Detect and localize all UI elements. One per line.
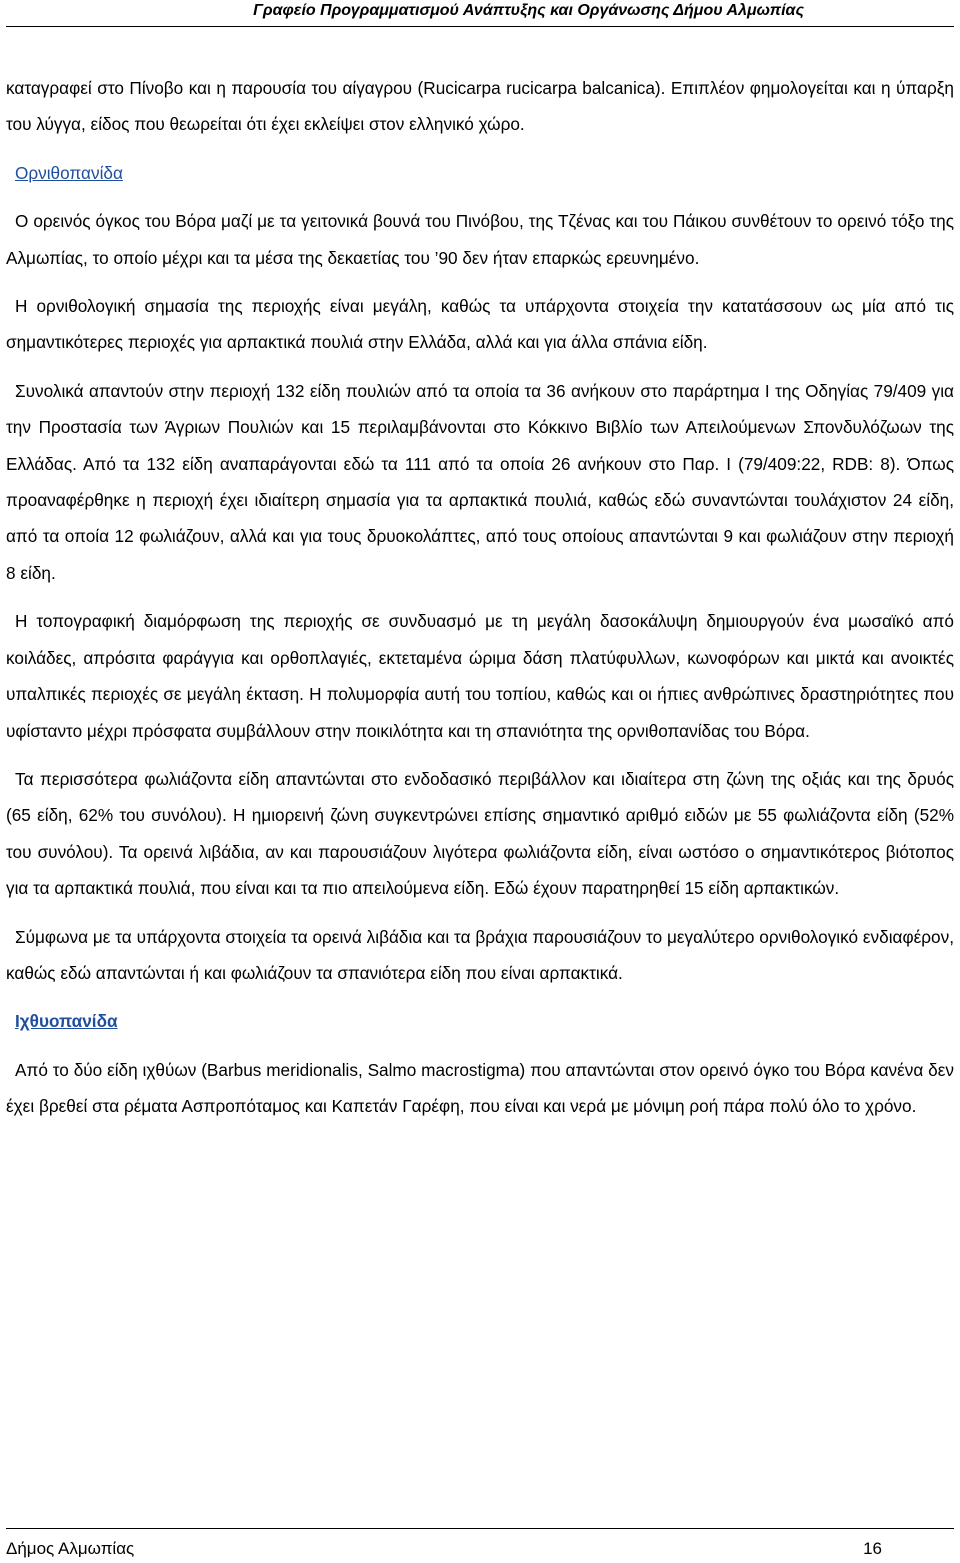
footer-municipality: Δήμος Αλμωπίας (6, 1539, 135, 1558)
document-body (6, 70, 954, 1137)
paragraph: Ο ορεινός όγκος του Βόρα μαζί με τα γειτονικά βουνά του Πινόβου, της Τζένας και του Πάικου συνθέτουν το ορεινό τόξο της Αλμωπίας, το οποίο μέχρι και τα μέσα της δεκαετίας του ’90 δεν ήταν επαρκώς ερευνημένο. (6, 211, 954, 268)
header-title: Γραφείο Προγραμματισμού Ανάπτυξης και Οργάνωσης Δήμου Αλμωπίας (253, 2, 804, 19)
page-footer (6, 1528, 954, 1559)
paragraph: Η τοπογραφική διαμόρφωση της περιοχής σε συνδυασμό με τη μεγάλη δασοκάλυψη δημιουργούν ένα μωσαϊκό από κοιλάδες, απρόσιτα φαράγγια και ορθοπλαγιές, εκτεταμένα ώριμα δάση πλατύφυλλων, κωνοφόρων και μικτά και ανοικτές υπαλπικές περιοχές σε μεγάλη έκταση. Η πολυμορφία αυτή του τοπίου, καθώς και οι ήπιες ανθρώπινες δραστηριότητες που υφίσταντο μέχρι πρόσφατα συμβάλλουν στην ποικιλότητα και τη σπανιότητα της ορνιθοπανίδας του Βόρα. (6, 611, 954, 741)
page-number: 16 (863, 1539, 882, 1558)
paragraph: Από το δύο είδη ιχθύων (Barbus meridionalis, Salmo macrostigma) που απαντώνται στον ορεινό όγκο του Βόρα κανένα δεν έχει βρεθεί στα ρέματα Ασπροπόταμος και Καπετάν Γαρέφη, που είναι και νερά με μόνιμη ροή πάρα πολύ όλο το χρόνο. (6, 1059, 954, 1117)
paragraph: Σύμφωνα με τα υπάρχοντα στοιχεία τα ορεινά λιβάδια και τα βράχια παρουσιάζουν το μεγαλύτερο ορνιθολογικό ενδιαφέρον, καθώς εδώ απαντώνται ή και φωλιάζουν τα σπανιότερα είδη που είναι αρπακτικά. (6, 926, 954, 983)
paragraph: Η ορνιθολογική σημασία της περιοχής είναι μεγάλη, καθώς τα υπάρχοντα στοιχεία την κατατάσσουν ως μία από τις σημαντικότερες περιοχές για αρπακτικά πουλιά στην Ελλάδα, αλλά και για άλλα σπάνια είδη. (6, 296, 954, 353)
intro-paragraph: καταγραφεί στο Πίνοβο και η παρουσία του αίγαγρου (Rucicarpa rucicarpa balcanica). Επιπλέον φημολογείται και η ύπαρξη του λύγγα, είδος που θεωρείται ότι έχει εκλείψει στον ελληνικό χώρο. (6, 78, 954, 135)
paragraph: Τα περισσότερα φωλιάζοντα είδη απαντώνται στο ενδοδασικό περιβάλλον και ιδιαίτερα στη ζώνη της οξιάς και της δρυός (65 είδη, 62% του συνόλου). Η ημιορεινή ζώνη συγκεντρώνει επίσης σημαντικό αριθμό ειδών με 55 φωλιάζοντα είδη (52% του συνόλου). Τα ορεινά λιβάδια, αν και παρουσιάζουν λιγότερα φωλιάζοντα είδη, είναι ωστόσο ο σημαντικότερος βιότοπος για τα αρπακτικά πουλιά, που είναι και τα πιο απειλούμενα είδη. Εδώ έχουν παρατηρηθεί 15 είδη αρπακτικών. (6, 768, 954, 899)
page-header (6, 0, 954, 27)
section-heading-fish: Ιχθυοπανίδα (15, 1011, 118, 1032)
section-heading-birds: Ορνιθοπανίδα (15, 162, 123, 183)
paragraph: Συνολικά απαντούν στην περιοχή 132 είδη πουλιών από τα οποία τα 36 ανήκουν στο παράρτημα I της Οδηγίας 79/409 για την Προστασία των Άγριων Πουλιών και 15 περιλαμβάνονται στο Κόκκινο Βιβλίο των Απειλούμενων Σπονδυλόζωων της Ελλάδας. Από τα 132 είδη αναπαράγονται εδώ τα 111 από τα οποία 26 ανήκουν στο Παρ. I (79/409:22, RDB: 8). Όπως προαναφέρθηκε η περιοχή έχει ιδιαίτερη σημασία για τα αρπακτικά πουλιά, καθώς εδώ συναντώνται τουλάχιστον 24 είδη, από τα οποία 12 φωλιάζουν, αλλά και για τους δρυοκολάπτες, από τους οποίους απαντώνται 9 και φωλιάζουν στην περιοχή 8 είδη. (6, 380, 954, 583)
